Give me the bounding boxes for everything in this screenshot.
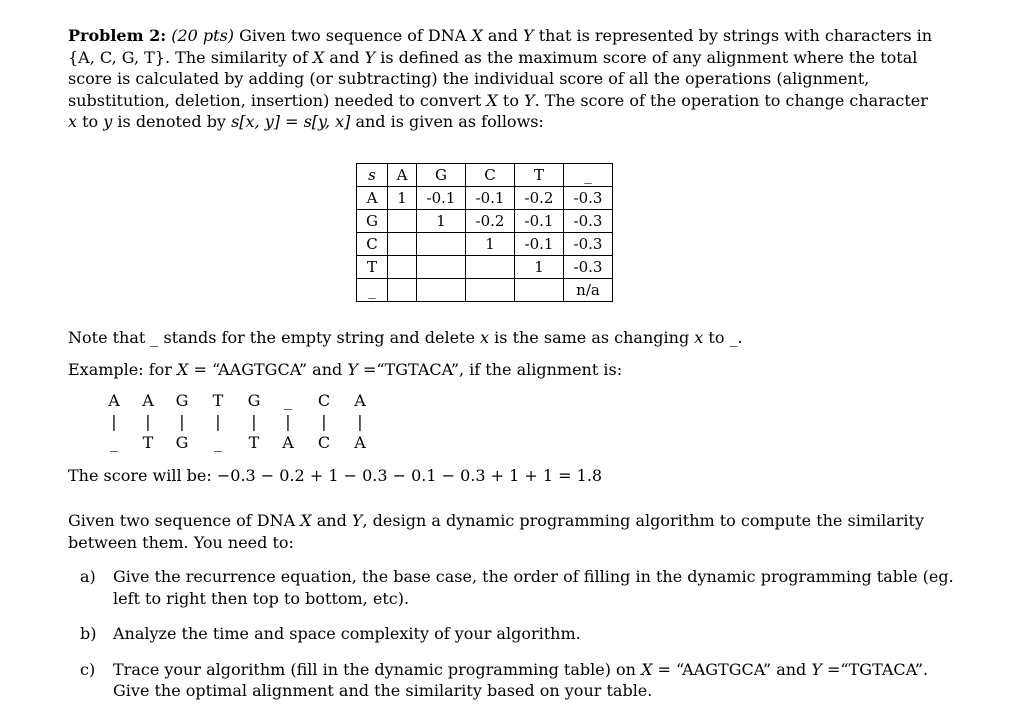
alignment-top-row <box>104 391 394 412</box>
empty-symbol: _ <box>150 328 159 347</box>
note-text: . <box>737 328 743 347</box>
table-row <box>357 233 613 256</box>
intro-text: to <box>77 112 104 132</box>
table-cell: -0.3 <box>564 233 613 256</box>
table-cell <box>388 256 417 279</box>
example-text: Example: for <box>68 360 178 379</box>
list-item <box>80 566 960 609</box>
table-header-cell: T <box>515 164 564 187</box>
intro-text: . The score of the operation to change character <box>534 90 928 110</box>
intro-text: and is given as follows: <box>350 112 544 132</box>
problem-points: (20 pts) <box>171 26 235 45</box>
var-char-x: x <box>694 328 704 347</box>
var-y: Y <box>364 47 376 67</box>
var-x: X <box>177 360 189 379</box>
note-text: stands for the empty string and delete <box>158 328 481 347</box>
intro-text: Given two sequence of DNA <box>234 26 472 45</box>
alignment-bar: | <box>179 412 185 431</box>
table-cell: -0.2 <box>466 210 515 233</box>
table-cell: -0.3 <box>564 256 613 279</box>
alignment-bar-row <box>104 412 394 433</box>
alignment-char: G <box>175 433 189 452</box>
alignment-char: _ <box>214 433 222 452</box>
problem-title: Problem 2: <box>68 26 167 45</box>
score-table <box>356 163 613 302</box>
var-x: X <box>641 659 653 679</box>
score-line: The score will be: −0.3 − 0.2 + 1 − 0.3 − 0.1 − 0.3 + 1 + 1 = 1.8 <box>68 466 603 485</box>
alignment-bar: | <box>251 412 257 431</box>
table-cell <box>388 233 417 256</box>
alignment-bar: | <box>145 412 151 431</box>
part-text: Analyze the time and space complexity of your algorithm. <box>113 624 581 644</box>
table-header-cell: _ <box>564 164 613 187</box>
table-cell: 1 <box>466 233 515 256</box>
table-cell <box>417 279 466 302</box>
table-cell: -0.1 <box>417 187 466 210</box>
list-item <box>80 659 960 702</box>
table-cell: -0.1 <box>515 233 564 256</box>
var-y: Y <box>347 360 358 379</box>
table-cell: -0.1 <box>466 187 515 210</box>
row-label: A <box>357 187 388 210</box>
alignment-char: T <box>142 433 154 452</box>
row-label: G <box>357 210 388 233</box>
task-text: , design a dynamic programming algorithm to compute the similarity between them. You need to: <box>68 511 924 552</box>
alignment-char: A <box>282 433 294 452</box>
intro-text: is defined as the maximum score of any alignment where the total score is calculated by adding (or subtracting) the individual score of all the operations (alignment, substitution, deletion, insertion) needed to convert <box>68 47 918 110</box>
list-item <box>80 623 960 645</box>
alignment-char: T <box>248 433 260 452</box>
table-cell: -0.3 <box>564 210 613 233</box>
var-x: X <box>300 511 312 530</box>
table-row <box>357 187 613 210</box>
alignment-bar: | <box>321 412 327 431</box>
alignment-char: A <box>108 391 120 410</box>
note-text: to <box>703 328 730 347</box>
table-cell: n/a <box>564 279 613 302</box>
table-row <box>357 279 613 302</box>
part-text: Give the recurrence equation, the base case, the order of filling in the dynamic programming table (eg. left to right then top to bottom, etc). <box>113 567 954 608</box>
example-line <box>68 359 936 381</box>
part-label: b) <box>80 624 97 644</box>
table-cell <box>417 256 466 279</box>
task-parts-list <box>80 566 960 716</box>
alignment-char: G <box>175 391 189 410</box>
intro-text: that is represented by strings with characters in {A, C, G, T}. The similarity of <box>68 26 933 67</box>
var-y: Y <box>523 26 534 45</box>
var-x: X <box>471 26 483 45</box>
var-y: Y <box>351 511 363 530</box>
table-header-cell: G <box>417 164 466 187</box>
table-row <box>357 256 613 279</box>
part-label: a) <box>80 567 96 586</box>
alignment-bar: | <box>215 412 221 431</box>
table-cell <box>466 256 515 279</box>
task-statement <box>68 510 936 553</box>
table-cell: -0.3 <box>564 187 613 210</box>
table-cell: -0.2 <box>515 187 564 210</box>
example-text: =“TGTACA”, if the alignment is: <box>357 360 623 379</box>
intro-text: and <box>324 47 365 67</box>
table-cell <box>417 233 466 256</box>
alignment-char: _ <box>110 433 118 452</box>
table-cell: 1 <box>515 256 564 279</box>
alignment-char: _ <box>284 391 292 410</box>
table-row <box>357 210 613 233</box>
intro-text: is denoted by <box>112 112 232 132</box>
task-text: and <box>311 511 352 530</box>
var-x: X <box>486 90 498 110</box>
var-y: Y <box>811 659 822 679</box>
table-cell <box>388 279 417 302</box>
table-cell <box>388 210 417 233</box>
note-text: is the same as changing <box>489 328 695 347</box>
alignment-char: A <box>142 391 154 410</box>
row-label: C <box>357 233 388 256</box>
problem-statement <box>68 25 936 133</box>
alignment-char: C <box>317 391 331 410</box>
part-text: =“TGTACA”. Give the optimal alignment and the similarity based on your table. <box>113 659 929 701</box>
alignment-bar: | <box>357 412 363 431</box>
var-y: Y <box>524 90 535 110</box>
empty-symbol: _ <box>729 328 738 347</box>
table-cell <box>466 279 515 302</box>
alignment-char: A <box>354 433 366 452</box>
part-text: Trace your algorithm (fill in the dynamic programming table) on <box>113 659 642 679</box>
part-text: = “AAGTGCA” and <box>652 659 812 679</box>
alignment-char: G <box>247 391 261 410</box>
alignment-bar: | <box>111 412 117 431</box>
alignment-bottom-row <box>104 433 394 454</box>
var-char-x: x <box>480 328 490 347</box>
alignment-example <box>104 391 394 454</box>
row-label: _ <box>357 279 388 302</box>
table-cell: 1 <box>417 210 466 233</box>
alignment-bar: | <box>285 412 291 431</box>
alignment-char: A <box>354 391 366 410</box>
table-cell <box>515 279 564 302</box>
intro-text: to <box>497 90 525 110</box>
intro-text: and <box>482 26 524 45</box>
score-formula: s[x, y] = s[y, x] <box>231 112 351 132</box>
table-corner: s <box>357 164 388 187</box>
alignment-char: T <box>212 391 224 410</box>
table-header-cell: A <box>388 164 417 187</box>
table-cell: -0.1 <box>515 210 564 233</box>
var-char-x: x <box>68 112 78 132</box>
note-line <box>68 327 936 349</box>
table-cell: 1 <box>388 187 417 210</box>
score-table-header-row <box>357 164 613 187</box>
note-text: Note that <box>68 328 151 347</box>
table-header-cell: C <box>466 164 515 187</box>
var-char-y: y <box>103 112 113 132</box>
part-label: c) <box>80 659 96 679</box>
row-label: T <box>357 256 388 279</box>
task-text: Given two sequence of DNA <box>68 511 301 530</box>
example-text: = “AAGTGCA” and <box>188 360 348 379</box>
alignment-char: C <box>317 433 331 452</box>
var-x: X <box>312 47 325 67</box>
